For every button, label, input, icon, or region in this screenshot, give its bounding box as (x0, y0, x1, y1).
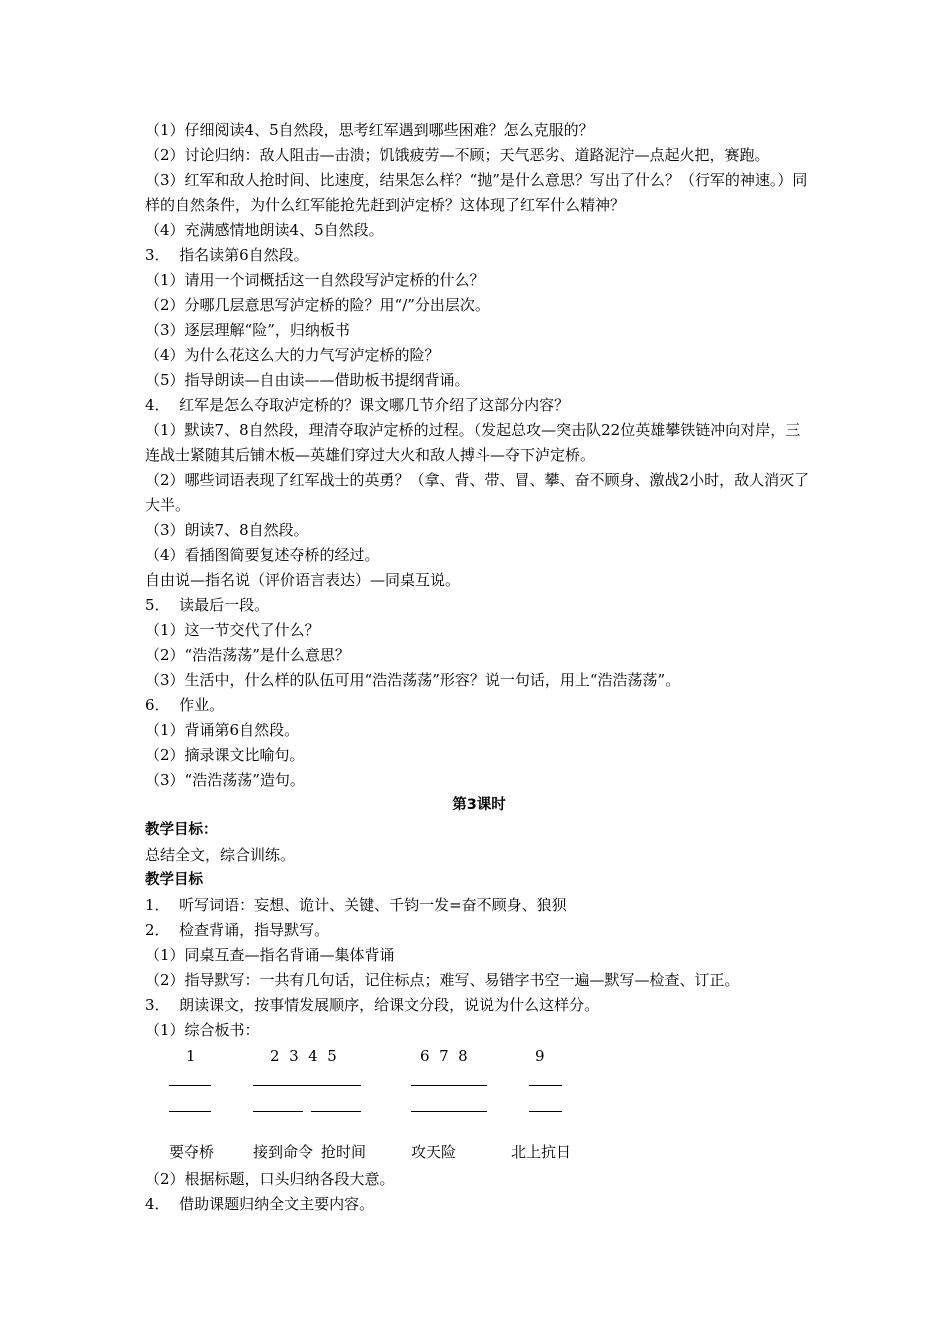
teaching-process-heading: 教学目标 (145, 872, 203, 888)
board-blank-line (529, 1111, 562, 1112)
lesson3-steps (145, 893, 813, 1043)
text-line: （1）同桌互查—指名背诵—集体背诵 (145, 946, 395, 964)
lesson2-steps (145, 118, 813, 793)
board-paragraph-number: 2 3 4 5 (270, 1047, 337, 1065)
text-line: 3． 朗读课文，按事情发展顺序，给课文分段，说说为什么这样分。 (145, 996, 600, 1014)
board-blank-line (411, 1085, 487, 1086)
text-line: （2）哪些词语表现了红军战士的英勇？（拿、背、带、冒、攀、奋不顾身、激战2小时，敌人消灭了大半。 (145, 471, 810, 514)
board-blank-line (253, 1111, 303, 1112)
board-label: 接到命令 (253, 1143, 314, 1161)
text-line: 自由说—指名说（评价语言表达）—同桌互说。 (145, 571, 461, 589)
text-line: （3）生活中，什么样的队伍可用“浩浩荡荡”形容？说一句话，用上“浩浩荡荡”。 (145, 671, 681, 689)
text-line: （3）朗读7、8自然段。 (145, 521, 309, 539)
board-blank-line (311, 1111, 361, 1112)
text-line: 2． 检查背诵，指导默写。 (145, 921, 330, 939)
board-blank-line (169, 1111, 211, 1112)
board-blank-line (411, 1111, 487, 1112)
text-line: 6． 作业。 (145, 696, 225, 714)
text-line: （1）背诵第6自然段。 (145, 721, 300, 739)
text-line: （4）充满感情地朗读4、5自然段。 (145, 221, 384, 239)
lesson3-title: 第3课时 (452, 797, 506, 813)
text-line: （3）红军和敌人抢时间、比速度，结果怎么样？“抛”是什么意思？写出了什么？（行军的神速。）同样的自然条件，为什么红军能抢先赶到泸定桥？这体现了红军什么精神？ (145, 171, 808, 214)
board-blank-line (253, 1085, 361, 1086)
board-label: 要夺桥 (169, 1143, 215, 1161)
text-line: （2）根据标题，口头归纳各段大意。 (145, 1170, 395, 1188)
board-blank-line (529, 1085, 562, 1086)
board-paragraph-number: 9 (535, 1047, 545, 1065)
board-label: 攻天险 (411, 1143, 457, 1161)
text-line: （2）分哪几层意思写泸定桥的险？用“/”分出层次。 (145, 296, 490, 314)
text-line: （1）请用一个词概括这一自然段写泸定桥的什么？ (145, 271, 485, 289)
teaching-goal-text: 总结全文，综合训练。 (145, 846, 296, 864)
board-blank-line (169, 1085, 211, 1086)
board-paragraph-number: 6 7 8 (420, 1047, 468, 1065)
text-line: 1． 听写词语：妄想、诡计、关键、千钧一发=奋不顾身、狼狈 (145, 896, 567, 914)
text-line: （2）摘录课文比喻句。 (145, 746, 305, 764)
lesson-plan-content (145, 118, 813, 1217)
text-line: （1）这一节交代了什么？ (145, 621, 320, 639)
board-label: 抢时间 (321, 1143, 367, 1161)
text-line: （2）讨论归纳：敌人阻击—击溃；饥饿疲劳—不顾；天气恶劣、道路泥泞—点起火把，赛跑。 (145, 146, 770, 164)
board-paragraph-number: 1 (186, 1047, 196, 1065)
text-line: （3）“浩浩荡荡”造句。 (145, 771, 305, 789)
text-line: 5． 读最后一段。 (145, 596, 270, 614)
text-line: （5）指导朗读—自由读——借助板书提纲背诵。 (145, 371, 470, 389)
text-line: （1）仔细阅读4、5自然段，思考红军遇到哪些困难？怎么克服的？ (145, 121, 594, 139)
teaching-goal-heading: 教学目标： (145, 822, 218, 838)
text-line: （4）看插图简要复述夺桥的经过。 (145, 546, 380, 564)
text-line: （1）综合板书： (145, 1021, 260, 1039)
board-label: 北上抗日 (511, 1143, 572, 1161)
text-line: （3）逐层理解“险”，归纳板书 (145, 321, 350, 339)
text-line: 3． 指名读第6自然段。 (145, 246, 309, 264)
text-line: （2）“浩浩荡荡”是什么意思？ (145, 646, 350, 664)
text-line: （1）默读7、8自然段，理清夺取泸定桥的过程。（发起总攻—突击队22位英雄攀铁链冲向对岸，三连战士紧随其后铺木板—英雄们穿过大火和敌人搏斗—夺下泸定桥。 (145, 421, 801, 464)
text-line: （4）为什么花这么大的力气写泸定桥的险？ (145, 346, 440, 364)
text-line: （2）指导默写：一共有几句话，记住标点；难写、易错字书空一遍—默写—检查、订正。 (145, 971, 740, 989)
lesson3-closing-steps (145, 1167, 813, 1217)
text-line: 4． 红军是怎么夺取泸定桥的？课文哪几节介绍了这部分内容？ (145, 396, 570, 414)
blackboard-summary (145, 1045, 813, 1167)
text-line: 4． 借助课题归纳全文主要内容。 (145, 1195, 375, 1213)
